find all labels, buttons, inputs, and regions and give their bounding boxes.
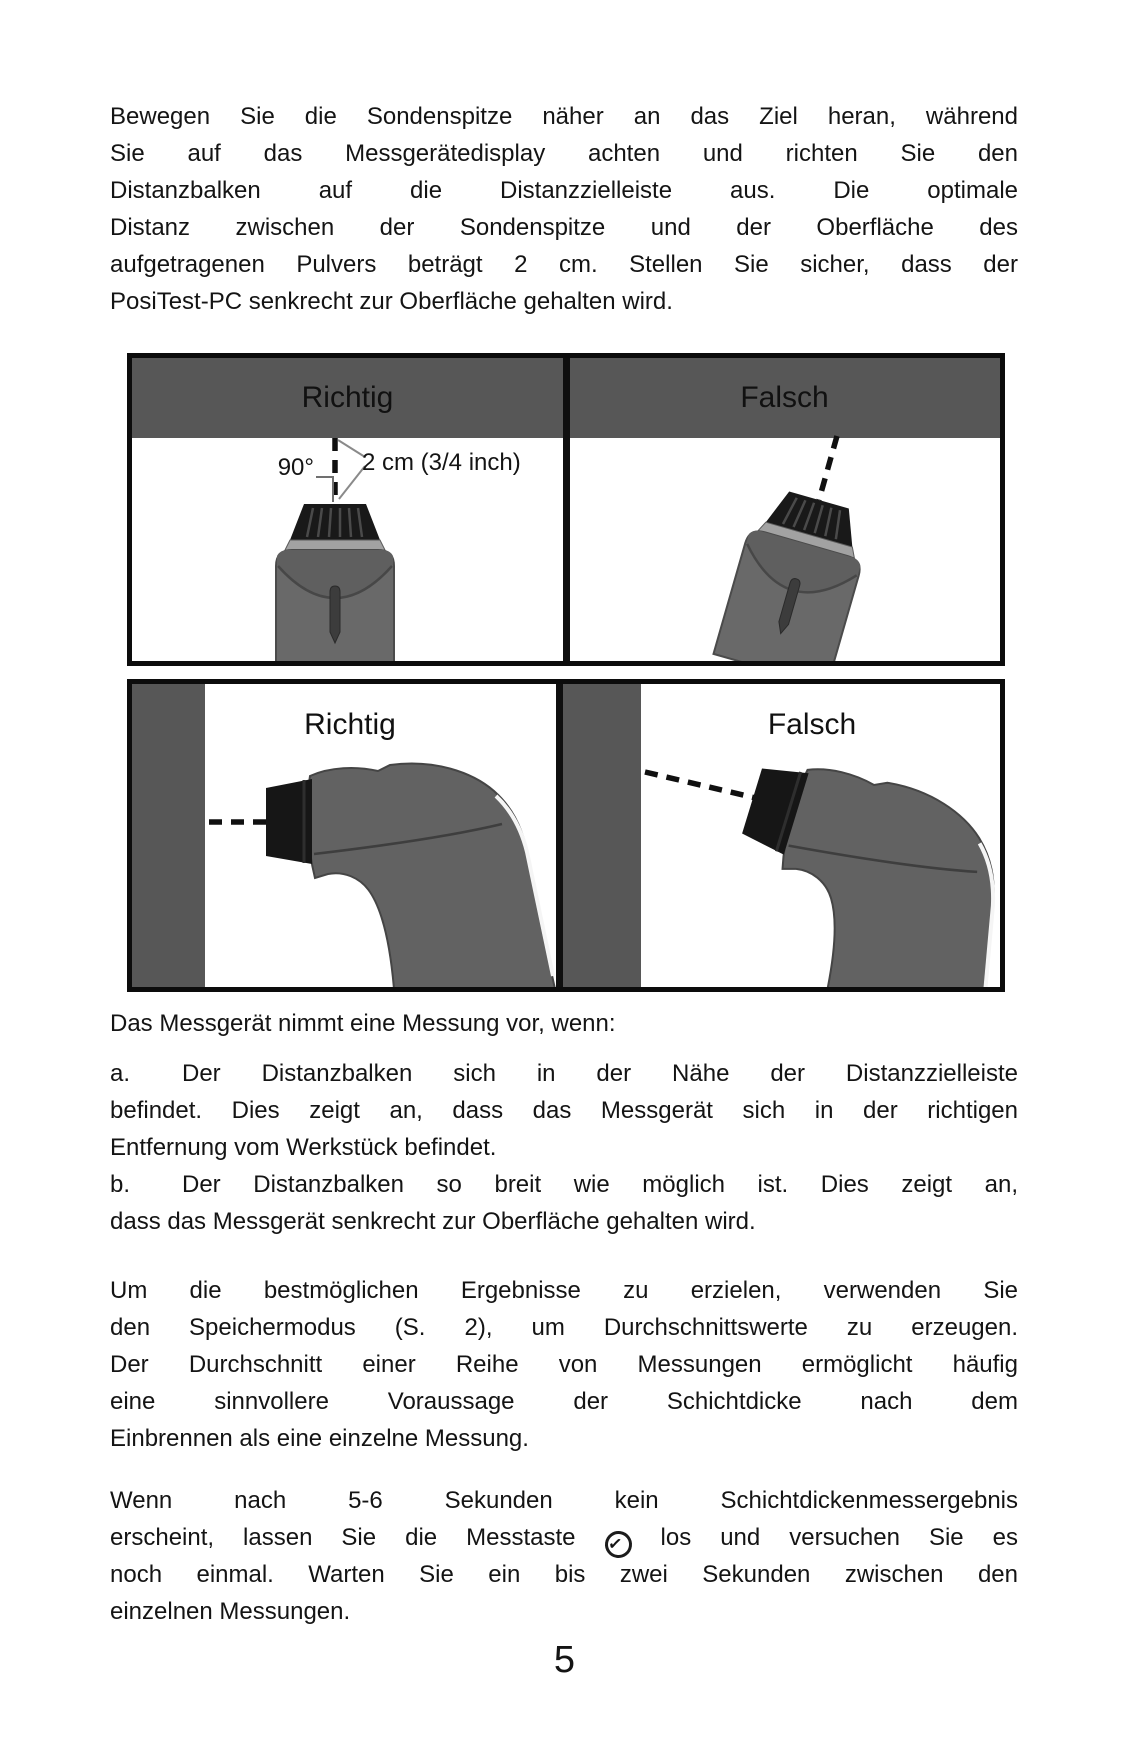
paragraph-line: Distanzbalken auf die Distanzzielleiste aus. Die optimale <box>110 177 1018 204</box>
paragraph-line <box>110 1166 1018 1203</box>
surface-wall-right <box>563 684 641 987</box>
distance-annotation: 2 cm (3/4 inch) <box>362 449 521 476</box>
figure2-divider <box>556 684 563 987</box>
figure2-correct-label: Richtig <box>304 708 396 741</box>
gauge-wrong <box>703 745 1000 987</box>
figure-orientation-side <box>127 679 1005 992</box>
tilted-axis-dashed <box>645 772 760 799</box>
angle-annotation: 90° <box>277 454 314 481</box>
paragraph-line: einzelnen Messungen. <box>110 1598 351 1625</box>
distance-pointer-lines <box>338 440 365 499</box>
probe-correct <box>276 504 394 661</box>
paragraph-line: den Speichermodus (S. 2), um Durchschnittswerte zu erzeugen. <box>110 1314 1018 1341</box>
gauge-correct <box>266 764 555 987</box>
paragraph-line: Das Messgerät nimmt eine Messung vor, wenn: <box>110 1010 616 1037</box>
paragraph-line: Bewegen Sie die Sondenspitze näher an das Ziel heran, während <box>110 103 1018 130</box>
list-item-b <box>110 1166 1018 1240</box>
figure1-correct-label: Richtig <box>301 381 394 414</box>
paragraph-line: aufgetragenen Pulvers beträgt 2 cm. Stellen Sie sicher, dass der <box>110 251 1018 278</box>
list-text: Der Distanzbalken so breit wie möglich ist. Dies zeigt an, <box>182 1171 1018 1198</box>
figure1-wrong-label: Falsch <box>740 381 829 414</box>
paragraph-line: eine sinnvollere Voraussage der Schichtdicke nach dem <box>110 1388 1018 1415</box>
paragraph-line: Sie auf das Messgerätedisplay achten und richten Sie den <box>110 140 1018 167</box>
list-marker: b. <box>110 1171 131 1198</box>
paragraph-line <box>110 1519 1018 1556</box>
list-text: Der Distanzbalken sich in der Nähe der Distanzzielleiste <box>182 1060 1018 1087</box>
paragraph-line: Entfernung vom Werkstück befindet. <box>110 1134 497 1161</box>
figure2-wrong-label: Falsch <box>767 708 857 741</box>
paragraph-line: noch einmal. Warten Sie ein bis zwei Sekunden zwischen den <box>110 1561 1018 1588</box>
intro-paragraph <box>110 98 1018 320</box>
paragraph-line: befindet. Dies zeigt an, dass das Messgerät sich in der richtigen <box>110 1097 1018 1124</box>
retry-paragraph <box>110 1482 1018 1630</box>
paragraph-line: Distanz zwischen der Sondenspitze und der Oberfläche des <box>110 214 1018 241</box>
page-number: 5 <box>553 1639 576 1681</box>
tilted-axis-dashed <box>819 436 837 500</box>
paragraph-line <box>110 1055 1018 1092</box>
averaging-paragraph <box>110 1272 1018 1457</box>
paragraph-line: Einbrennen als eine einzelne Messung. <box>110 1425 529 1452</box>
measurement-heading <box>110 1005 1018 1042</box>
check-glyph: ✓ <box>606 1533 624 1555</box>
line-text: erscheint, lassen Sie die Messtaste <box>110 1524 576 1551</box>
paragraph-line: Der Durchschnitt einer Reihe von Messungen ermöglicht häufig <box>110 1351 1018 1378</box>
probe-wrong <box>713 484 875 661</box>
paragraph-line: dass das Messgerät senkrecht zur Oberfläche gehalten wird. <box>110 1208 756 1235</box>
line-text: los und versuchen Sie es <box>660 1524 1018 1551</box>
figure-orientation-front <box>127 353 1005 666</box>
list-marker: a. <box>110 1060 131 1087</box>
list-item-a <box>110 1055 1018 1166</box>
right-angle-mark <box>316 477 333 502</box>
paragraph-line: PosiTest-PC senkrecht zur Oberfläche gehalten wird. <box>110 288 673 315</box>
paragraph-line: Wenn nach 5-6 Sekunden kein Schichtdickenmessergebnis <box>110 1487 1018 1514</box>
paragraph-line: Um die bestmöglichen Ergebnisse zu erzielen, verwenden Sie <box>110 1277 1018 1304</box>
